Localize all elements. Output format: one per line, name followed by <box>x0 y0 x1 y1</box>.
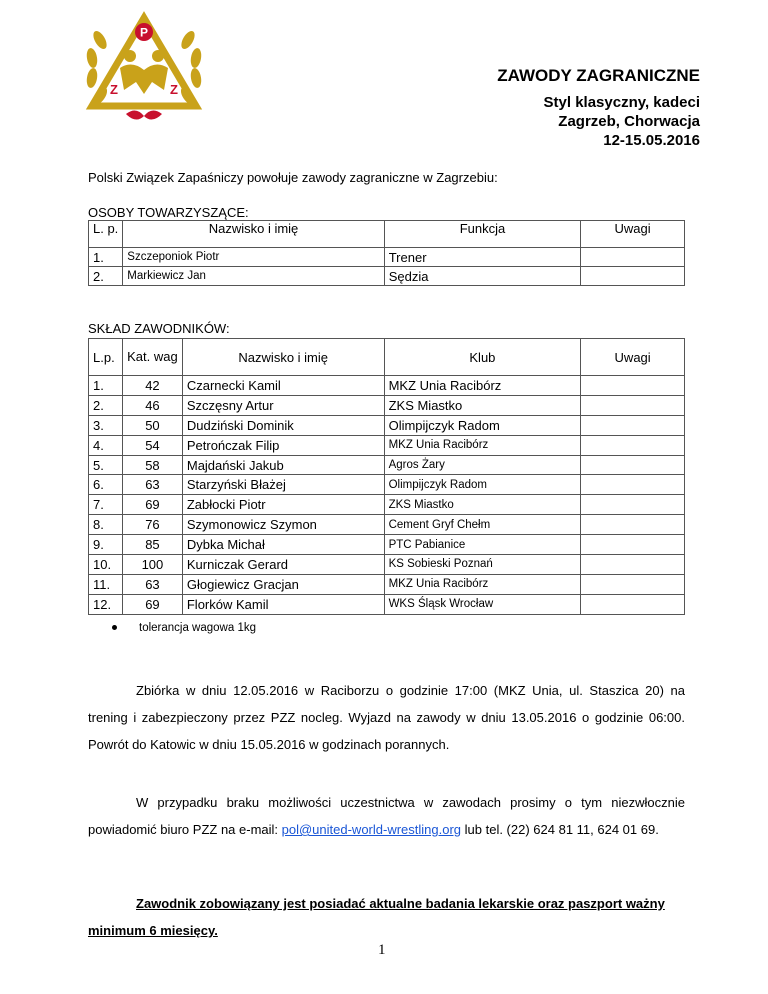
cell-role: Sędzia <box>384 267 580 286</box>
cell-notes <box>581 376 685 396</box>
table-row <box>89 574 685 594</box>
header-notes: Uwagi <box>581 221 685 248</box>
cell-notes <box>581 495 685 515</box>
svg-text:Z: Z <box>170 82 178 97</box>
table-row <box>89 267 685 286</box>
cell-notes <box>581 535 685 555</box>
cell-category: 63 <box>122 475 182 495</box>
cell-club: MKZ Unia Racibórz <box>384 376 581 396</box>
cell-category: 46 <box>122 395 182 415</box>
pzz-logo <box>80 10 208 128</box>
cell-club: WKS Śląsk Wrocław <box>384 594 581 614</box>
companions-table <box>88 220 685 286</box>
cell-name: Majdański Jakub <box>182 455 384 475</box>
table-row <box>89 594 685 614</box>
header-notes: Uwagi <box>581 339 685 376</box>
contact-text-before: W przypadku braku możliwości uczestnictwa w zawodach prosimy o tym niezwłocznie powiadomić biuro PZZ na e-mail: <box>88 795 685 837</box>
cell-category: 50 <box>122 415 182 435</box>
contact-text-after: lub tel. (22) 624 81 11, 624 01 69. <box>461 822 659 837</box>
table-row <box>89 376 685 396</box>
cell-lp: 12. <box>89 594 123 614</box>
table-header-row <box>89 221 685 248</box>
table-row <box>89 475 685 495</box>
table-row <box>89 435 685 455</box>
athletes-section-title: SKŁAD ZAWODNIKÓW: <box>88 321 230 336</box>
table-row <box>89 455 685 475</box>
cell-category: 69 <box>122 495 182 515</box>
cell-lp: 5. <box>89 455 123 475</box>
cell-club: Olimpijczyk Radom <box>384 415 581 435</box>
header-name: Nazwisko i imię <box>182 339 384 376</box>
table-row <box>89 515 685 535</box>
cell-lp: 10. <box>89 555 123 575</box>
requirements-paragraph: Zawodnik zobowiązany jest posiadać aktualne badania lekarskie oraz paszport ważny minimum 6 miesięcy. <box>88 896 665 938</box>
document-subtitle-dates: 12-15.05.2016 <box>603 132 700 149</box>
table-header-row <box>89 339 685 376</box>
cell-lp: 9. <box>89 535 123 555</box>
cell-club: KS Sobieski Poznań <box>384 555 581 575</box>
cell-name: Szczeponiok Piotr <box>123 248 384 267</box>
contact-paragraph <box>88 789 685 843</box>
wrestlers-icon <box>120 50 168 94</box>
cell-role: Trener <box>384 248 580 267</box>
cell-category: 85 <box>122 535 182 555</box>
cell-category: 42 <box>122 376 182 396</box>
cell-name: Florków Kamil <box>182 594 384 614</box>
cell-club: ZKS Miastko <box>384 395 581 415</box>
cell-club: MKZ Unia Racibórz <box>384 435 581 455</box>
cell-club: Cement Gryf Chełm <box>384 515 581 535</box>
cell-notes <box>581 455 685 475</box>
table-row <box>89 495 685 515</box>
companions-section-title: OSOBY TOWARZYSZĄCE: <box>88 205 249 220</box>
cell-lp: 3. <box>89 415 123 435</box>
cell-category: 69 <box>122 594 182 614</box>
cell-notes <box>581 435 685 455</box>
cell-lp: 2. <box>89 267 123 286</box>
cell-name: Markiewicz Jan <box>123 267 384 286</box>
cell-name: Kurniczak Gerard <box>182 555 384 575</box>
svg-text:Z: Z <box>110 82 118 97</box>
bullet-note-text: tolerancja wagowa 1kg <box>139 622 256 634</box>
cell-notes <box>581 248 685 267</box>
cell-club: Agros Żary <box>384 455 581 475</box>
document-title: ZAWODY ZAGRANICZNE <box>497 66 700 85</box>
header-category: Kat. wag <box>122 339 182 376</box>
table-row <box>89 415 685 435</box>
page-number: 1 <box>378 942 386 958</box>
cell-notes <box>581 574 685 594</box>
header-role: Funkcja <box>384 221 580 248</box>
table-row <box>89 535 685 555</box>
cell-name: Petrończak Filip <box>182 435 384 455</box>
cell-lp: 4. <box>89 435 123 455</box>
cell-name: Dudziński Dominik <box>182 415 384 435</box>
cell-notes <box>581 594 685 614</box>
table-row <box>89 555 685 575</box>
table-row <box>89 248 685 267</box>
cell-category: 58 <box>122 455 182 475</box>
table-row <box>89 395 685 415</box>
cell-notes <box>581 515 685 535</box>
cell-name: Szymonowicz Szymon <box>182 515 384 535</box>
email-link[interactable]: pol@united-world-wrestling.org <box>281 822 462 837</box>
cell-name: Dybka Michał <box>182 535 384 555</box>
cell-lp: 7. <box>89 495 123 515</box>
cell-name: Czarnecki Kamil <box>182 376 384 396</box>
cell-name: Szczęsny Artur <box>182 395 384 415</box>
document-subtitle-location: Zagrzeb, Chorwacja <box>558 113 700 130</box>
cell-club: ZKS Miastko <box>384 495 581 515</box>
header-club: Klub <box>384 339 581 376</box>
bullet-icon <box>112 625 117 630</box>
gathering-paragraph: Zbiórka w dniu 12.05.2016 w Raciborzu o godzinie 17:00 (MKZ Unia, ul. Staszica 20) na trening i zabezpieczony przez PZZ nocleg. Wyjazd na zawody w dniu 13.05.2016 o godzinie 06:00. Powrót do Katowic w dniu 15.05.2016 w godzinach porannych. <box>88 683 685 752</box>
cell-notes <box>581 555 685 575</box>
cell-club: MKZ Unia Racibórz <box>384 574 581 594</box>
svg-text:P: P <box>139 25 149 40</box>
cell-lp: 8. <box>89 515 123 535</box>
cell-name: Zabłocki Piotr <box>182 495 384 515</box>
cell-category: 76 <box>122 515 182 535</box>
cell-category: 100 <box>122 555 182 575</box>
cell-lp: 11. <box>89 574 123 594</box>
athletes-table <box>88 338 685 615</box>
cell-lp: 1. <box>89 376 123 396</box>
cell-notes <box>581 475 685 495</box>
document-subtitle-style: Styl klasyczny, kadeci <box>543 94 700 111</box>
cell-name: Głogiewicz Gracjan <box>182 574 384 594</box>
cell-notes <box>581 415 685 435</box>
cell-notes <box>581 395 685 415</box>
cell-club: PTC Pabianice <box>384 535 581 555</box>
bullet-note <box>112 622 256 634</box>
cell-category: 63 <box>122 574 182 594</box>
cell-lp: 1. <box>89 248 123 267</box>
header-lp: L. p. <box>89 221 123 248</box>
header-lp: L.p. <box>89 339 123 376</box>
cell-notes <box>581 267 685 286</box>
intro-text: Polski Związek Zapaśniczy powołuje zawody zagraniczne w Zagrzebiu: <box>88 170 498 185</box>
header-name: Nazwisko i imię <box>123 221 384 248</box>
cell-category: 54 <box>122 435 182 455</box>
cell-lp: 6. <box>89 475 123 495</box>
cell-club: Olimpijczyk Radom <box>384 475 581 495</box>
cell-name: Starzyński Błażej <box>182 475 384 495</box>
cell-lp: 2. <box>89 395 123 415</box>
